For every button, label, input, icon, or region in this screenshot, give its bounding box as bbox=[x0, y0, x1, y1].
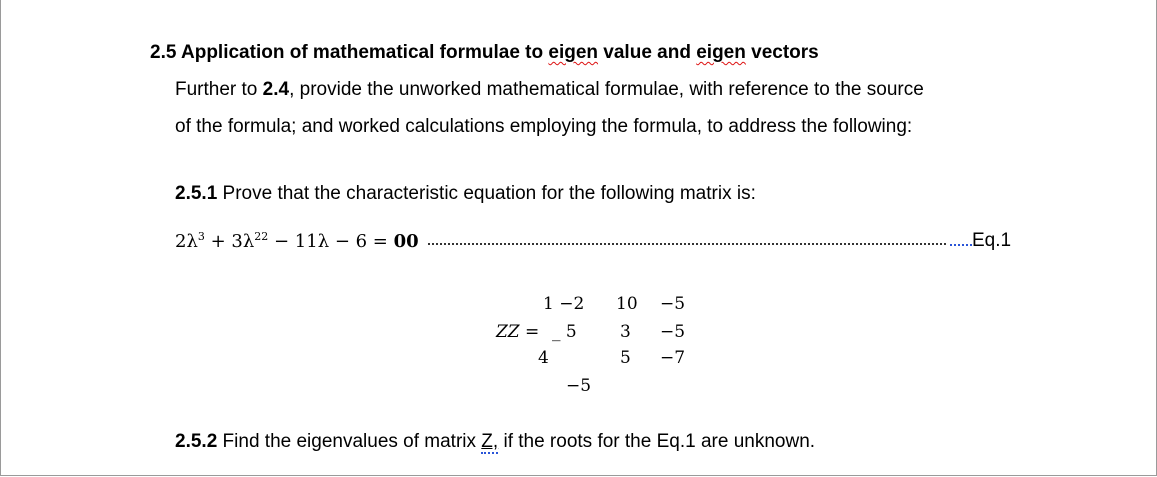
dot-leader bbox=[428, 243, 946, 245]
intro-line-1 bbox=[175, 79, 924, 101]
question-2-5-1 bbox=[175, 183, 756, 205]
intro-ref-bold: 2.4 bbox=[262, 79, 290, 100]
eq-rhs: 00 bbox=[393, 231, 419, 252]
matrix-cell: 3 bbox=[620, 322, 631, 342]
equation-label: Eq.1 bbox=[972, 230, 1012, 251]
matrix-cell: 10 bbox=[616, 294, 638, 314]
matrix-cell: 4 bbox=[538, 348, 549, 368]
spellcheck-word-eigen-1[interactable]: eigen bbox=[548, 42, 599, 63]
matrix-cell: _ 5 bbox=[552, 322, 577, 342]
matrix-cell: −7 bbox=[660, 348, 686, 368]
section-title-mid: value and bbox=[598, 42, 697, 63]
spellcheck-word-eigen-2[interactable]: eigen bbox=[696, 42, 746, 63]
grammar-underline bbox=[950, 244, 972, 246]
matrix-name-ref[interactable]: Z, bbox=[481, 431, 499, 452]
matrix-label: ZZ = bbox=[496, 322, 540, 342]
eq-term-b: + 3λ bbox=[204, 231, 255, 252]
question-text: Prove that the characteristic equation for the following matrix is: bbox=[222, 183, 756, 204]
matrix-cell: 1 −2 bbox=[543, 294, 585, 314]
matrix-cell: −5 bbox=[660, 294, 686, 314]
matrix-cell: 5 bbox=[620, 348, 631, 368]
intro-line1-pre: Further to bbox=[175, 79, 263, 100]
eq-exp-b: 22 bbox=[254, 230, 269, 243]
matrix-cell: −5 bbox=[566, 376, 592, 396]
section-title-pre: Application of mathematical formulae to bbox=[181, 42, 549, 63]
intro-line-2: of the formula; and worked calculations employing the formula, to address the following: bbox=[175, 116, 913, 137]
eq-exp-a: 3 bbox=[197, 230, 205, 243]
question-text-post: if the roots for the Eq.1 are unknown. bbox=[498, 431, 816, 452]
question-text-pre: Find the eigenvalues of matrix bbox=[222, 431, 482, 452]
section-title-post: vectors bbox=[745, 42, 819, 63]
section-number: 2.5 bbox=[150, 42, 177, 63]
question-number: 2.5.2 bbox=[175, 431, 218, 452]
eq-term-c: − 11λ − 6 = bbox=[268, 231, 394, 252]
section-heading bbox=[150, 42, 819, 64]
question-number: 2.5.1 bbox=[175, 183, 218, 204]
matrix-cell: −5 bbox=[660, 322, 686, 342]
eq-term-a: 2λ bbox=[175, 231, 198, 252]
characteristic-equation bbox=[175, 230, 419, 252]
intro-line1-post: , provide the unworked mathematical formulae, with reference to the source bbox=[289, 79, 924, 100]
question-2-5-2 bbox=[175, 431, 815, 453]
